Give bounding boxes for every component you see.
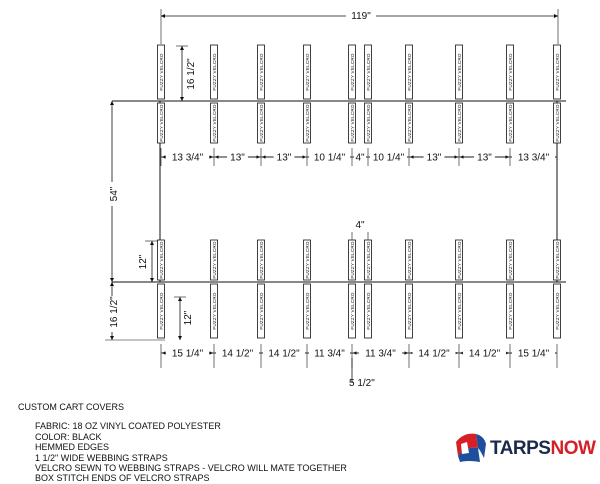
top-strap-lower: [554, 103, 561, 143]
velcro-label: FUZZY VELCRO: [508, 292, 513, 330]
spacing-label: 4": [355, 152, 365, 164]
bottom-strap-lower: [158, 284, 165, 338]
spacing-label: 15 1/4": [517, 348, 550, 360]
notes-line: HEMMED EDGES: [35, 442, 110, 453]
bottom-strap-upper: [349, 240, 356, 280]
spacing-label: 14 1/2": [268, 348, 300, 360]
velcro-label: FUZZY VELCRO: [159, 53, 164, 91]
spacing-label: 14 1/2": [468, 348, 501, 360]
velcro-label: FUZZY VELCRO: [508, 53, 513, 91]
velcro-label: FUZZY VELCRO: [508, 104, 513, 142]
tarpsnow-logo: [454, 429, 594, 465]
top-strap-lower: [304, 103, 311, 143]
spacing-label: 13 3/4": [517, 152, 550, 164]
bottom-strap-lower: [456, 284, 463, 338]
bottom-strap-upper: [258, 240, 265, 280]
top-strap-lower: [507, 103, 514, 143]
top-strap-upper: [507, 45, 514, 99]
spacing-label: 10 1/4": [372, 152, 405, 164]
velcro-label: FUZZY VELCRO: [259, 53, 264, 91]
velcro-label: FUZZY VELCRO: [350, 53, 355, 91]
dimension-annotations: [104, 9, 558, 389]
bottom-strap-lower: [406, 284, 413, 338]
height-label: 54": [109, 186, 120, 202]
logo-wordmark: [490, 438, 595, 460]
bottom-spacing-row: [161, 344, 557, 368]
velcro-label: FUZZY VELCRO: [350, 292, 355, 330]
spacing-label: 13": [426, 152, 442, 164]
velcro-label: FUZZY VELCRO: [457, 292, 462, 330]
spec-notes: [18, 402, 347, 484]
velcro-label: FUZZY VELCRO: [259, 104, 264, 142]
bottom-strap-upper: [365, 240, 372, 280]
top-strap-lower: [365, 103, 372, 143]
bottom-strap-lower: [365, 284, 372, 338]
top-strap-upper: [158, 45, 165, 99]
top-strap-lower: [258, 103, 265, 143]
logo-wordmark-now: NOW: [550, 438, 596, 459]
bottom-strap-lower: [507, 284, 514, 338]
velcro-label: FUZZY VELCRO: [259, 292, 264, 330]
velcro-label: FUZZY VELCRO: [212, 241, 217, 279]
top-straps-group: [158, 45, 561, 143]
velcro-label: FUZZY VELCRO: [159, 292, 164, 330]
bottom-strap-lower: [554, 284, 561, 338]
bottom-strap-upper: [507, 240, 514, 280]
velcro-label: FUZZY VELCRO: [407, 53, 412, 91]
bottom-strap-upper: [554, 240, 561, 280]
velcro-label: FUZZY VELCRO: [457, 241, 462, 279]
center-gap-label: 4": [355, 220, 365, 231]
bottom-strap-upper: [456, 240, 463, 280]
bottom-strap-lower: [211, 284, 218, 338]
spacing-label: 11 3/4": [365, 348, 396, 360]
top-strap-lower: [406, 103, 413, 143]
velcro-label: FUZZY VELCRO: [159, 104, 164, 142]
velcro-label: FUZZY VELCRO: [457, 53, 462, 91]
velcro-label: FUZZY VELCRO: [366, 53, 371, 91]
top-strap-upper: [211, 45, 218, 99]
velcro-label: FUZZY VELCRO: [305, 53, 310, 91]
bottom-strap-upper: [158, 240, 165, 280]
offset-label: 5 1/2": [349, 378, 375, 389]
velcro-label: FUZZY VELCRO: [508, 241, 513, 279]
spacing-label: 14 1/2": [418, 348, 450, 360]
spacing-label: 11 3/4": [314, 348, 345, 360]
velcro-label: FUZZY VELCRO: [555, 292, 560, 330]
top-strap-upper: [554, 45, 561, 99]
cover-panel-outline: [160, 101, 557, 282]
spacing-label: 13": [230, 152, 245, 164]
top-strap-upper: [304, 45, 311, 99]
notes-line: FABRIC: 18 OZ VINYL COATED POLYESTER: [35, 421, 221, 432]
lower-overlap-label: 12": [183, 310, 194, 326]
velcro-label: FUZZY VELCRO: [212, 104, 217, 142]
spacing-label: 13": [276, 152, 292, 164]
velcro-label: FUZZY VELCRO: [555, 241, 560, 279]
upper-overlap-label: 12": [138, 254, 149, 270]
velcro-label: FUZZY VELCRO: [212, 53, 217, 91]
velcro-label: FUZZY VELCRO: [212, 292, 217, 330]
notes-line: VELCRO SEWN TO WEBBING STRAPS - VELCRO WILL MATE TOGETHER: [35, 463, 347, 474]
velcro-label: FUZZY VELCRO: [159, 241, 164, 279]
bottom-strap-label: 16 1/2": [109, 296, 120, 328]
top-strap-upper: [365, 45, 372, 99]
velcro-label: FUZZY VELCRO: [366, 241, 371, 279]
spacing-label: 13": [477, 152, 492, 164]
velcro-label: FUZZY VELCRO: [305, 104, 310, 142]
velcro-label: FUZZY VELCRO: [366, 292, 371, 330]
top-strap-upper: [258, 45, 265, 99]
bottom-strap-upper: [406, 240, 413, 280]
bottom-strap-lower: [304, 284, 311, 338]
top-strap-lower: [211, 103, 218, 143]
velcro-label: FUZZY VELCRO: [350, 104, 355, 142]
top-strap-upper: [406, 45, 413, 99]
notes-line: COLOR: BLACK: [35, 431, 102, 442]
spacing-label: 13 3/4": [171, 152, 204, 164]
top-strap-lower: [158, 103, 165, 143]
velcro-label: FUZZY VELCRO: [350, 241, 355, 279]
velcro-label: FUZZY VELCRO: [555, 53, 560, 91]
notes-title: CUSTOM CART COVERS: [18, 402, 125, 412]
velcro-label: FUZZY VELCRO: [305, 241, 310, 279]
bottom-strap-lower: [258, 284, 265, 338]
velcro-label: FUZZY VELCRO: [305, 292, 310, 330]
notes-line: 1 1/2" WIDE WEBBING STRAPS: [35, 452, 168, 463]
velcro-label: FUZZY VELCRO: [457, 104, 462, 142]
bottom-strap-upper: [304, 240, 311, 280]
top-spacing-row: [161, 148, 557, 166]
bottom-strap-upper: [211, 240, 218, 280]
velcro-label: FUZZY VELCRO: [259, 241, 264, 279]
bottom-straps-group: [158, 240, 561, 338]
top-strap-label: 16 1/2": [186, 58, 197, 90]
velcro-label: FUZZY VELCRO: [407, 241, 412, 279]
velcro-label: FUZZY VELCRO: [407, 104, 412, 142]
top-strap-lower: [456, 103, 463, 143]
spacing-label: 10 1/4": [313, 152, 346, 164]
top-strap-upper: [349, 45, 356, 99]
spacing-label: 15 1/4": [171, 348, 204, 360]
bottom-strap-lower: [349, 284, 356, 338]
velcro-label: FUZZY VELCRO: [407, 292, 412, 330]
velcro-label: FUZZY VELCRO: [366, 104, 371, 142]
spacing-label: 14 1/2": [221, 348, 254, 360]
tarp-emblem-icon: [454, 430, 488, 464]
velcro-label: FUZZY VELCRO: [555, 104, 560, 142]
top-strap-lower: [349, 103, 356, 143]
notes-line: BOX STITCH ENDS OF VELCRO STRAPS: [35, 473, 210, 484]
overall-width-label: 119": [351, 11, 371, 22]
logo-wordmark-tarps: TARPS: [490, 438, 551, 459]
top-strap-upper: [456, 45, 463, 99]
